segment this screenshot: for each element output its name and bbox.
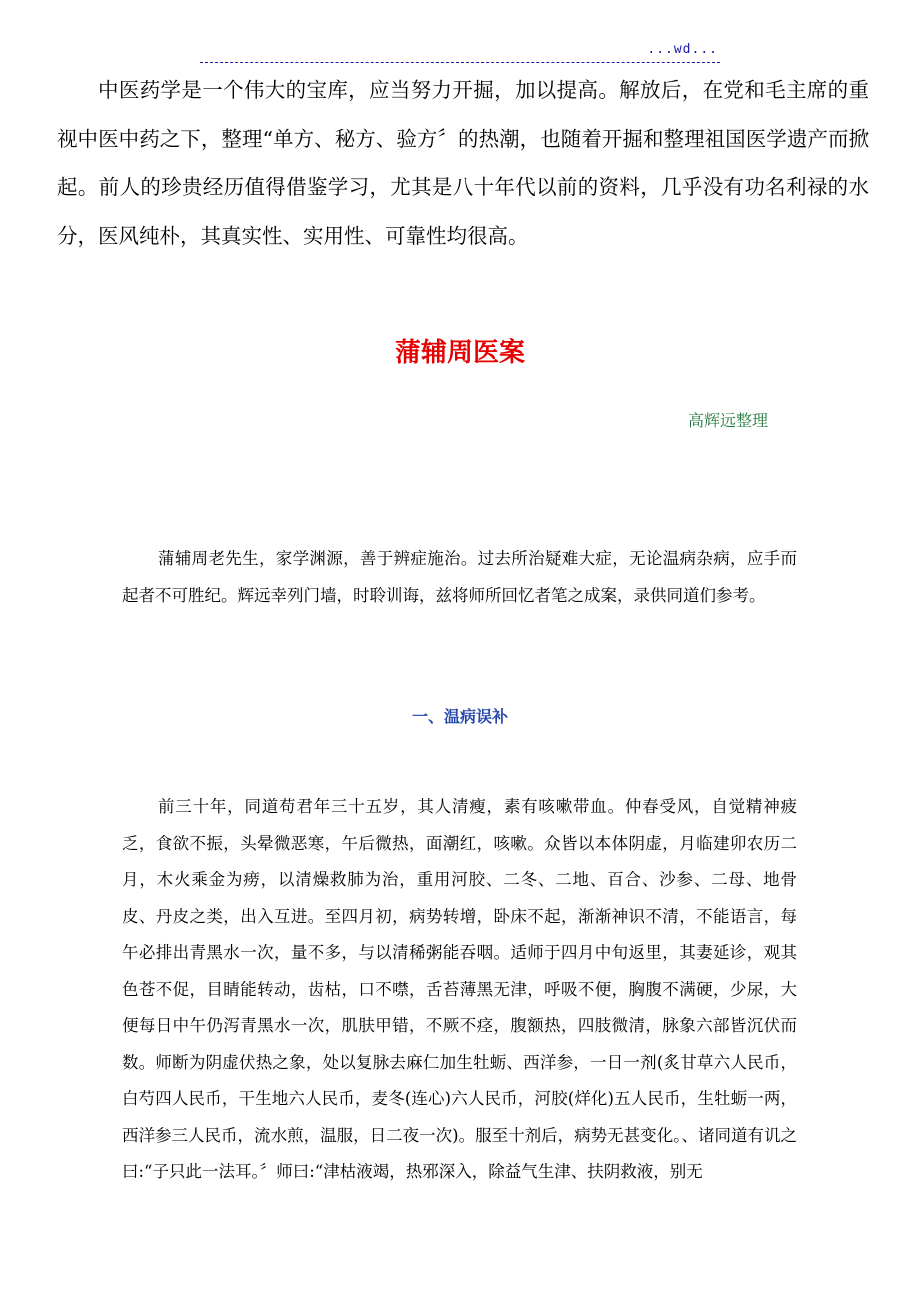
page-header-rule xyxy=(200,40,720,63)
section-title: 一、温病误补 xyxy=(411,707,508,726)
document-title: 蒲辅周医案 xyxy=(394,338,525,368)
document-author: 高辉远整理 xyxy=(688,411,769,430)
case-paragraph: 前三十年，同道苟君年三十五岁，其人清瘦，素有咳嗽带血。仲春受风，自觉精神疲乏，食欲不振，头晕微恶寒，午后微热，面潮红，咳嗽。众皆以本体阴虚，月临建卯农历二月，木火乘金为痨，以清燥救肺为治，重用河胶、二冬、二地、百合、沙参、二母、地骨皮、丹皮之类，出入互进。至四月初，病势转增，卧床不起，渐渐神识不清，不能语言，每午必排出青黑水一次，量不多，与以清稀粥能吞咽。适师于四月中旬返里，其妻延诊，观其色苍不促，目睛能转动，齿枯，口不噤，舌苔薄黑无津，呼吸不便，胸腹不满硬，少尿，大便每日中午仍泻青黑水一次，肌肤甲错，不厥不痉，腹额热，四肢微清，脉象六部皆沉伏而数。师断为阴虚伏热之象，处以复脉去麻仁加生牡蛎、西洋参，一日一剂(炙甘草六人民币，白芍四人民币，干生地六人民币，麦冬(连心)六人民币，河胶(烊化)五人民币，生牡蛎一两，西洋参三人民币，流水煎，温服，日二夜一次)。服至十剂后，病势无甚变化。、诸同道有讥之曰:“子只此一法耳。〞师曰:“津枯液竭，热邪深入，除益气生津、扶阴救液，别无 xyxy=(122,797,797,1181)
header-mark: ...wd... xyxy=(647,42,718,57)
preface-paragraph: 蒲辅周老先生，家学渊源，善于辨症施治。过去所治疑难大症，无论温病杂病，应手而起者不可胜纪。辉远幸列门墙，时聆训诲，兹将师所回忆者笔之成案，录供同道们参考。 xyxy=(122,549,797,605)
intro-paragraph: 中医药学是一个伟大的宝库，应当努力开掘，加以提高。解放后，在党和毛主席的重视中医中药之下，整理“单方、秘方、验方〞的热潮，也随着开掘和整理祖国医学遗产而掀起。前人的珍贵经历值得借鉴学习，尤其是八十年代以前的资料，几乎没有功名利禄的水分，医风纯朴，其真实性、实用性、可靠性均很高。 xyxy=(57,78,869,248)
